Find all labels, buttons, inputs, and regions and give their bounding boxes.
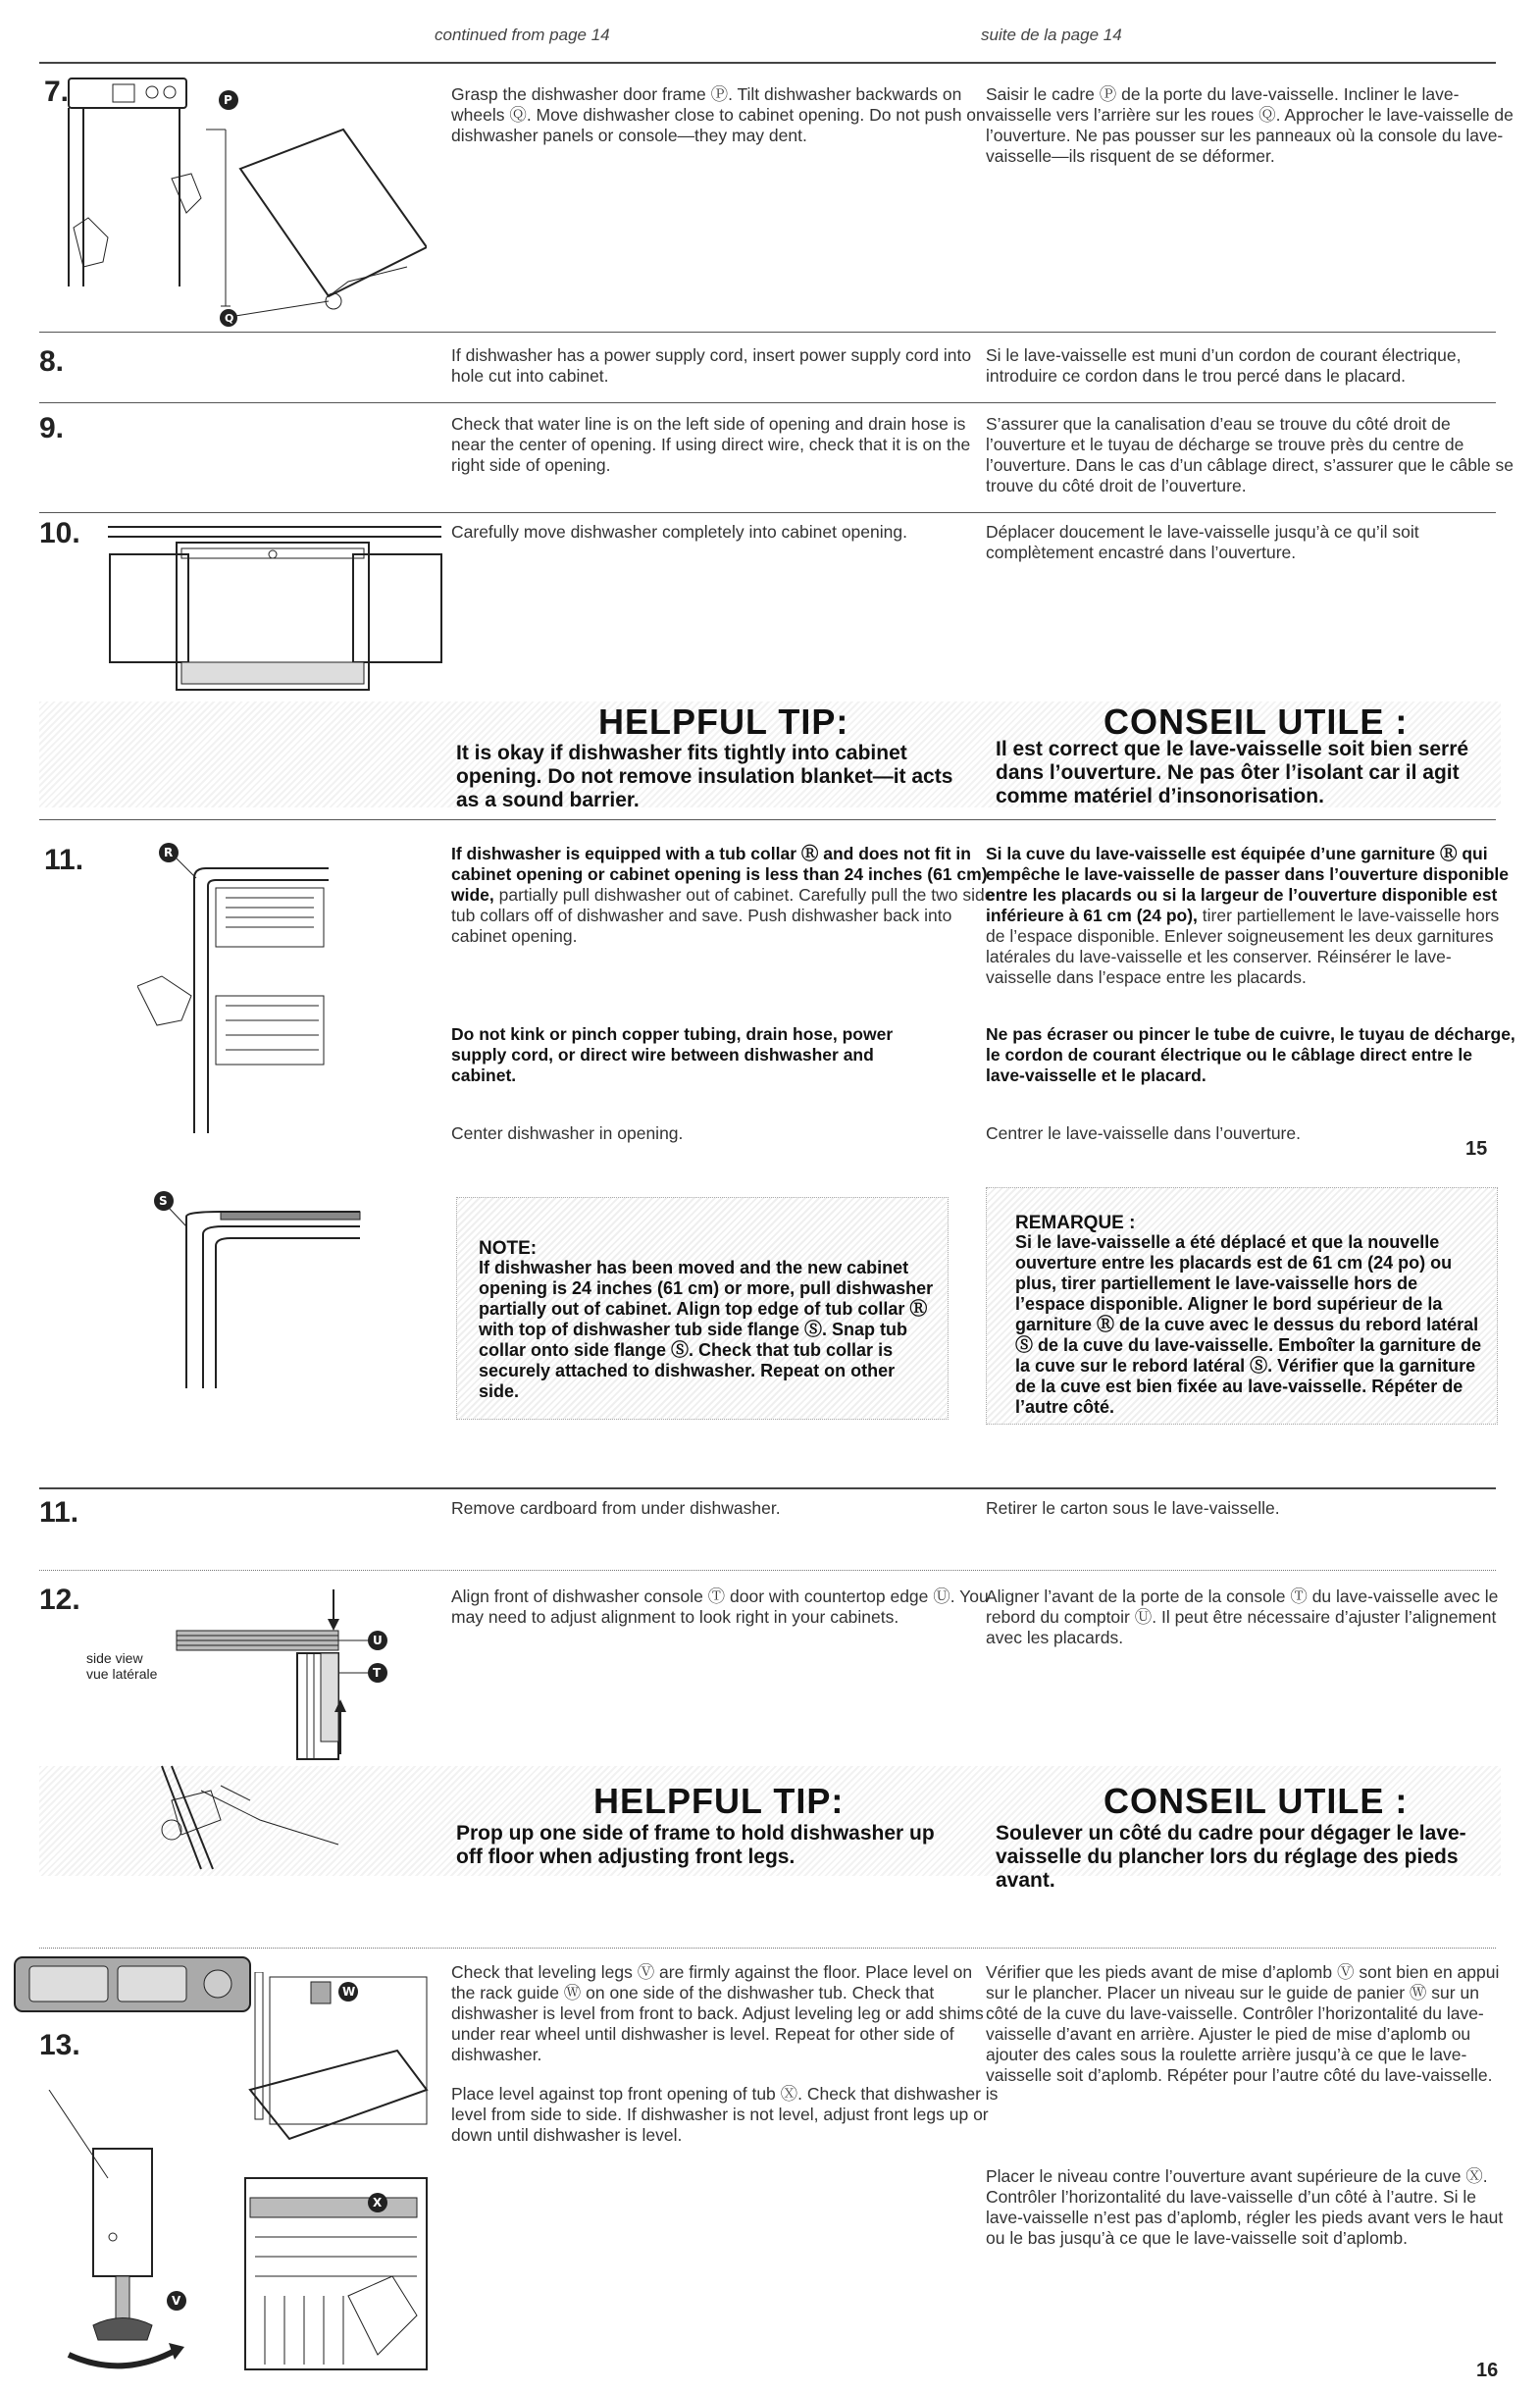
step-7-text-en: Grasp the dishwasher door frame Ⓟ. Tilt dishwasher backwards on wheels Ⓠ. Move dishwasher close to cabinet opening. Do not push on dishwasher panels or console—they may dent.	[451, 84, 986, 145]
divider	[39, 1570, 1496, 1571]
helpful-tip-title: HELPFUL TIP:	[598, 702, 849, 742]
divider	[39, 1487, 1496, 1489]
step-11-text-en	[451, 844, 1001, 947]
step-8-text-fr: Si le lave-vaisselle est muni d’un cordon de courant électrique, introduire ce cordon dans le trou percé dans le placard.	[986, 345, 1462, 386]
step-9-text-en: Check that water line is on the left side of opening and drain hose is near the center of opening. If using direct wire, check that it is on the right side of opening.	[451, 414, 971, 475]
label-p: P	[224, 93, 232, 107]
label-t: T	[373, 1666, 382, 1680]
helpful-tip-text: It is okay if dishwasher fits tightly into cabinet opening. Do not remove insulation blanket—it acts as a sound barrier.	[456, 742, 953, 811]
divider	[39, 512, 1496, 513]
step-11-number: 11.	[44, 844, 84, 876]
step-11-text-fr	[986, 844, 1515, 988]
label-r: R	[164, 846, 174, 859]
step-11-bold-en: If dishwasher is equipped with a tub collar Ⓡ and does not fit in cabinet opening or cabinet opening is less than 24 inches (61 cm) wide,	[451, 844, 988, 905]
step-10-text-en: Carefully move dishwasher completely into cabinet opening.	[451, 522, 907, 542]
conseil-utile-2-title: CONSEIL UTILE :	[1104, 1781, 1409, 1821]
side-view-label	[86, 1650, 157, 1682]
step-13-text-fr-1: Vérifier que les pieds avant de mise d’aplomb Ⓥ sont bien en appui sur le plancher. Placer un niveau sur le guide de panier Ⓦ sur un côté de la cuve du lave-vaisselle. Contrôler l’horizontalité du lave-vaisselle d’avant en arrière. Ajuster le pied de mise d’aplomb ou ajouter des cales sous la roulette arrière jusqu’à ce que le lave-vaisselle soit d’aplomb. Répéter pour l’autre côté du lave-vaisselle.	[986, 1962, 1500, 2085]
note-text: If dishwasher has been moved and the new cabinet opening is 24 inches (61 cm) or more, pull dishwasher partially out of cabinet. Align top edge of tub collar Ⓡ with top of dishwasher tub side flange Ⓢ. Snap tub collar onto side flange Ⓢ. Check that tub collar is securely attached to dishwasher. Repeat on other side.	[479, 1258, 934, 1401]
step-13-text-fr-2: Placer le niveau contre l’ouverture avant supérieure de la cuve Ⓧ. Contrôler l’horizontalité du lave-vaisselle d’un côté à l’autre. Si le lave-vaisselle n’est pas d’aplomb, régler les pieds avant vers le haut ou le bas jusqu’à ce que le lave-vaisselle soit d’aplomb.	[986, 2166, 1504, 2248]
step-9-number: 9.	[39, 412, 65, 444]
step-11b-text-en: Remove cardboard from under dishwasher.	[451, 1498, 781, 1518]
step-11-warning-en: Do not kink or pinch copper tubing, drain hose, power supply cord, or direct wire between dishwasher and cabinet.	[451, 1024, 894, 1085]
divider	[39, 62, 1496, 64]
label-q: Q	[225, 312, 234, 325]
divider	[39, 819, 1496, 820]
page-number-15: 15	[1465, 1138, 1488, 1160]
step-9-text-fr: S’assurer que la canalisation d’eau se trouve du côté droit de l’ouverture et le tuyau de décharge se trouve près du centre de l’ouverture. Dans le cas d’un câblage direct, s’assurer que le câble se trouve du côté droit de l’ouverture.	[986, 414, 1514, 495]
label-w: W	[342, 1985, 356, 1999]
step-12-text-fr: Aligner l’avant de la porte de la console Ⓣ du lave-vaisselle avec le rebord du comptoir Ⓤ. Il peut être nécessaire d’ajuster l’alignement avec les placards.	[986, 1586, 1499, 1647]
step-12-number: 12.	[39, 1584, 80, 1616]
prop-frame-illustration	[142, 1761, 348, 1879]
leveling-leg-illustration	[39, 2090, 186, 2374]
side-view-fr: vue latérale	[86, 1666, 158, 1682]
label-x: X	[373, 2196, 383, 2210]
step-11b-number: 11.	[39, 1496, 79, 1529]
step-7-text-fr: Saisir le cadre Ⓟ de la porte du lave-vaisselle. Incliner le lave-vaisselle vers l’arrière sur les roues Ⓠ. Approcher le lave-vaisselle de l’ouverture. Ne pas pousser sur les panneaux où la console du lave-vaisselle—ils risquent de se déformer.	[986, 84, 1514, 166]
step-11-warning-fr: Ne pas écraser ou pincer le tube de cuivre, le tuyau de décharge, le cordon de courant électrique ou le câblage direct entre le lave-vaisselle et le placard.	[986, 1024, 1515, 1085]
step-12-illustration	[172, 1589, 407, 1761]
step-11-rest-en: partially pull dishwasher out of cabinet. Carefully pull the two side tub collars off of dishwasher and save. Push dishwasher back into cabinet opening.	[451, 885, 995, 946]
step-7-number: 7.	[44, 76, 70, 108]
tub-collar-illustration	[132, 1187, 363, 1393]
step-8-text-en: If dishwasher has a power supply cord, insert power supply cord into hole cut into cabinet.	[451, 345, 972, 386]
step-13-number: 13.	[39, 2029, 80, 2061]
step-11b-text-fr: Retirer le carton sous le lave-vaisselle.	[986, 1498, 1280, 1518]
step-13-text-en-1: Check that leveling legs Ⓥ are firmly against the floor. Place level on the rack guide Ⓦ on one side of the dishwasher tub. Check that dishwasher is level from front to back. Adjust leveling leg or add shims under rear wheel until dishwasher is level. Repeat for other side of dishwasher.	[451, 1962, 984, 2064]
remarque-title: REMARQUE :	[1015, 1213, 1136, 1233]
divider	[39, 332, 1496, 333]
label-v: V	[172, 2294, 181, 2308]
label-s: S	[159, 1194, 168, 1208]
conseil-utile-2-text: Soulever un côté du cadre pour dégager le lave-vaisselle du plancher lors du réglage des pieds avant.	[996, 1822, 1466, 1892]
step-12-text-en: Align front of dishwasher console Ⓣ door with countertop edge Ⓤ. You may need to adjust alignment to look right in your cabinets.	[451, 1586, 989, 1627]
side-view-en: side view	[86, 1650, 143, 1666]
step-11-rest-fr: tirer partiellement le lave-vaisselle hors de l’espace disponible. Enlever soigneusement les deux garnitures latérales du lave-vaisselle et les conserver. Réinsérer le lave-vaisselle dans l’espace entre les placards.	[986, 906, 1500, 987]
helpful-tip-2-text: Prop up one side of frame to hold dishwasher up off floor when adjusting front legs.	[456, 1822, 935, 1868]
conseil-utile-text: Il est correct que le lave-vaisselle soit bien serré dans l’ouverture. Ne pas ôter l’isolant car il agit comme matériel d’insonorisation.	[996, 738, 1469, 807]
label-u: U	[373, 1634, 383, 1647]
divider	[39, 402, 1496, 403]
step-10-number: 10.	[39, 517, 80, 549]
step-8-number: 8.	[39, 345, 65, 378]
level-check-illustration	[221, 1972, 432, 2374]
step-7-illustration	[54, 71, 427, 345]
divider	[39, 1948, 1496, 1949]
step-11-center-en: Center dishwasher in opening.	[451, 1123, 684, 1143]
helpful-tip-2-title: HELPFUL TIP:	[593, 1781, 845, 1821]
step-11-bold-fr: Si la cuve du lave-vaisselle est équipée d’une garniture Ⓡ qui empêche le lave-vaisselle de passer dans l’ouverture disponible entre les placards ou si la largeur de l’ouverture disponible est inférieure à 61 cm (24 po),	[986, 844, 1510, 925]
step-10-text-fr: Déplacer doucement le lave-vaisselle jusqu’à ce qu’il soit complètement encastré dans l’ouverture.	[986, 522, 1419, 562]
step-10-illustration	[98, 515, 451, 692]
header-continued: continued from page 14	[435, 26, 610, 44]
step-11-center-fr: Centrer le lave-vaisselle dans l’ouverture.	[986, 1123, 1301, 1143]
note-title: NOTE:	[479, 1238, 538, 1259]
console-panel-illustration	[10, 1952, 255, 2021]
conseil-utile-title: CONSEIL UTILE :	[1104, 702, 1409, 742]
header-suite: suite de la page 14	[981, 26, 1122, 44]
step-11-illustration	[137, 839, 334, 1138]
page-number-16: 16	[1476, 2360, 1499, 2381]
remarque-text: Si le lave-vaisselle a été déplacé et que la nouvelle ouverture entre les placards est de 61 cm (24 po) ou plus, tirer partiellement le lave-vaisselle hors de l’espace disponible. Aligner le bord supérieur de la garniture Ⓡ de la cuve avec le dessus du rebord latéral Ⓢ de la cuve du lave-vaisselle. Emboîter la garniture de la cuve sur le rebord latéral Ⓢ. Vérifier que la garniture de la cuve est bien fixée au lave-vaisselle. Répéter de l’autre côté.	[1015, 1232, 1482, 1417]
step-13-text-en-2: Place level against top front opening of tub Ⓧ. Check that dishwasher is level from side to side. If dishwasher is not level, adjust front legs up or down until dishwasher is level.	[451, 2084, 999, 2145]
